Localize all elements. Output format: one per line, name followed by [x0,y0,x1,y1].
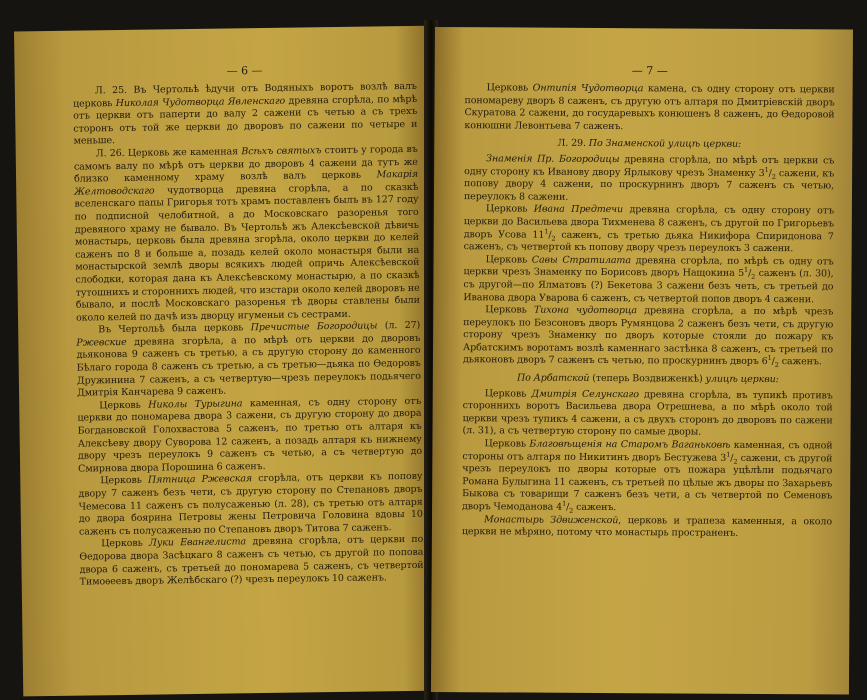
text-run: Церковь [484,387,532,400]
text-run: саженъ, съ третью дьяка Никифора Спиридонова 7 саженъ, съ четвертой къ попову двору чрезъ переулокъ 3 сажени. [463,229,834,255]
page-number: — 7 — [631,64,668,78]
text-run: древяна сгорѣла, а по мѣрѣ чрезъ переулокъ по Безсоновъ дворъ Румянцова 2 саженъ безъ чети, съ другую сторону чрезъ Знаменку по дворъ которые стояли до пожару къ Арбатскимъ воротамъ возлѣ каменнаго застѣнка 8 саженъ, съ третьей по дьяконовъ дворъ 7 саженъ съ четью, по проскурнинъ дворъ 6 [462,305,834,368]
paragraph [464,82,834,135]
text-run: каменная, съ одну сторону отъ церкви до пономарева двора 3 сажени, съ другую сторону до двора Богдановской Голохвастова 5 саженъ, по третью отъ алтаря къ Алексѣеву двору Суворова 12 саженъ, а позадь алтаря къ нижнему двору чрезъ переулокъ 9 саженъ съ четью, а съ четвертую до Смирнова двора Порошина 6 саженъ. [77,395,423,475]
italic-name: Пречистые Богородицы [250,320,378,334]
text-run: 1 [726,450,731,459]
text-run: древяна сгорѣла, съ одну сторону отъ церкви до Васильева двора Тихменева 8 саженъ, съ другой по Григорьевъ дворъ Усова 11 [463,204,834,241]
italic-name: Тихона чудотворца [534,304,638,317]
italic-name: Николая Чудотворца Явленскаго [115,95,286,109]
text-run: , церковь и трапеза каменныя, а около церкви не мѣряно, потому что монастырь пространенъ. [461,514,833,540]
text-run: стоитъ у города въ самомъ валу по мѣрѣ отъ церкви до дворовъ 4 сажени да тутъ же близко каменному храму возлѣ валъ церковь [73,143,418,185]
paragraph [463,254,833,307]
text-run: (теперь Воздвиженкѣ) [589,372,706,385]
paragraph [77,396,422,476]
text-run: 1 [764,165,769,174]
text-run: чудотворца древяна сгорѣла, а по сказкѣ вселенскаго папы Григорья тотъ храмъ поставленъ былъ въ 127 году по подписной челобитной, а до Московскаго разоренья того древяного храму не бывало. Въ Чертольѣ жъ Алексѣевской дѣвичь монастырь, церковь была древяна згорѣла, около церкви до келей саженъ по 8 и больше а, позадь келей около монастыря были на монастырской землѣ дворы всякихъ людей опричь Алексѣевской слободки, которая дана къ Алексѣевскому монастырю, а по сказкѣ тутошнихъ и стороннихъ людей, что изстари около келей дворовъ не бывало, и послѣ Московскаго разоренья тѣ дворы ставлены были около келей по дачѣ изъ дворцу игуменьи съ сестрами. [74,181,420,324]
text-run: (л. 27) [377,320,421,332]
text-run: 1 [544,227,549,236]
text-run: сажени, съ другой чрезъ переулокъ по дворы которые отъ пожара уцѣлѣли подьячаго Романа Булыгина 11 саженъ, съ третьей по цѣлые жъ дворы по Захарьевъ Быкова съ товарищи 7 саженъ безъ чети, а съ четвертой по Семеновъ дворъ Чемоданова 4 [462,452,833,513]
text-run: / [771,356,775,368]
text-run: Л. 25. Въ Чертольѣ ѣдучи отъ Водяныхъ воротъ возлѣ валъ церковь [72,80,417,110]
text-run: древяна сгорѣла, по мѣрѣ отъ церкви отъ паперти до валу 2 сажени съ четью а съ трехъ сторонъ отъ той же церкви до дворовъ по сажени по четыре и меньше. [73,93,418,148]
paragraph [462,514,832,541]
text-run: / [768,167,772,179]
text-run: Церковь [485,304,535,316]
text-run: / [548,229,552,241]
paragraph [76,320,421,400]
section-heading [463,372,833,387]
italic-name: Знаменія Пр. Богородицы [486,153,620,166]
text-run: / [748,268,752,280]
paragraph [462,388,832,441]
text-run: сажени, къ попову двору 4 сажени, по проскурнинъ дворъ 7 саженъ съ четью, переулокъ 8 сажени. [463,167,835,203]
text-run: 2 [551,234,556,243]
italic-name: Пятница Ржевская [147,473,253,487]
text-run: / [566,501,570,513]
text-run: древяна сгорѣла, по мѣрѣ съ одну отъ церкви чрезъ Знаменку по Борисовъ дворъ Нащокина 5 [463,254,834,280]
text-run: 2 [733,457,738,466]
text-run: 1 [767,354,772,363]
italic-name: Всѣхъ святыхъ [241,145,322,158]
text-run: 2 [774,361,779,370]
italic-name: Благовѣщенія на Старомъ Ваганьковѣ [529,438,731,451]
text-run: Л. 29. [557,138,589,150]
page-text [462,82,835,541]
paragraph [464,204,834,257]
italic-name: По Арбатской [516,372,590,384]
italic-name: Луки Евангелиста [148,536,247,550]
paragraph [463,304,833,369]
paragraph [74,144,420,325]
text-run: Церковь [485,203,534,215]
text-run: Церковь [484,438,530,450]
text-run: сгорѣла, отъ церкви къ попову двору 7 саженъ безъ чети, съ другую сторону по Степановъ дворъ Чемесова 11 саженъ съ полусаженью (л. 28), съ третью отъ алтаря до двора боярина Петровы жены Петровича Головина вдовы 10 саженъ съ полусаженью по Степановъ дворъ Титова 7 саженъ. [78,471,423,538]
italic-name: Дмитрія Селунскаго [531,388,639,400]
page-number: — 6 — [226,64,263,78]
text-run: древяна сгорѣла, по мѣрѣ отъ церкви съ одну сторону къ Иванову двору Ярлыкову чрезъ Знаменку 3 [464,154,835,179]
text-run: саженъ. [778,356,822,368]
text-run: Церковь [485,254,532,266]
paragraph [464,153,834,206]
italic-name: Савы Стратилата [531,254,631,266]
text-run: древяна згорѣла, а по мѣрѣ отъ церкви до дворовъ дьяконова 9 саженъ съ третью, а съ другую сторону до каменного Бѣлаго города 8 саженъ съ третью, а съ третью—дьяка по Ѳедоровъ Дружинина 7 саженъ, а съ четвертую—чрезъ переулокъ подьячего Дмитрія Канчарева 9 саженъ. [76,332,421,399]
text-run: 2 [569,506,574,515]
italic-name: Николы Турыгина [148,398,243,411]
text-run: Церковь [99,399,149,412]
text-run: древяна сгорѣла, въ тупикѣ противъ стороннихъ воротъ Васильева двора Отрешнева, а по мѣрѣ около той церкви чрезъ тупикъ 4 сажени, а съ двухъ сторонъ до дворовъ по сажени (л. 31), а съ четвертую сторону по самые дворы. [462,388,833,439]
italic-name: Монастырь Здвиженской [483,513,619,526]
text-run: камена, съ одну сторону отъ церкви пономареву дворъ 8 саженъ, съ другую отъ алтаря по Дмитріевскій дворъ Скуратова 2 сажени, до государевыхъ конюшенъ 8 саженъ, до Ѳедоровой конюшни Левонтьева 7 саженъ. [464,83,835,132]
paragraph [79,534,424,589]
text-run: Л. 26. Церковь же каменная [95,146,242,160]
paragraph [462,438,832,516]
text-run: Церковь [486,82,533,94]
text-run: Въ Чертольѣ была церковь [98,322,251,336]
italic-name: Ржевские [76,336,127,349]
text-run: 2 [771,172,776,181]
italic-name: Онтипія Чудотворца [532,82,644,95]
text-run: саженъ (л. 30), съ другой—по Ялматовъ (?) Бекетова 3 сажени безъ четь, съ третьей до Иванова двора Уварова 6 саженъ, съ четвертой попов дворъ 4 сажени. [463,268,834,305]
text-run: 2 [751,273,756,282]
page-text [73,81,424,590]
text-run: каменная, съ одной стороны отъ алтаря по Никитинъ дворъ Бестужева 3 [462,439,833,464]
text-run: древяна сгорѣла, отъ церкви по Ѳедорова двора Засѣцкаго 8 саженъ съ четью, съ другой по попова двора 6 саженъ, съ третьей до пономарева 5 саженъ, съ четвертой Тимоѳеевъ дворъ Желѣбскаго (?) чрезъ переулокъ 10 саженъ. [79,534,424,588]
text-run: Церковь [100,475,148,487]
paragraph [78,471,423,539]
italic-name: Ивана Предтечи [533,203,624,216]
paragraph [73,81,418,149]
italic-name: По Знаменской улицѣ церкви: [588,138,742,151]
italic-name: улицѣ церкви: [705,373,779,386]
text-run: Церковь [101,538,150,550]
text-run: саженъ. [573,501,617,514]
text-run: 1 [562,499,567,508]
left-page [14,26,437,697]
text-run: / [730,452,734,464]
right-page [431,27,853,695]
text-run: 1 [744,266,749,275]
section-heading [464,138,834,153]
italic-name: Макарія Желтоводскаго [74,168,419,198]
